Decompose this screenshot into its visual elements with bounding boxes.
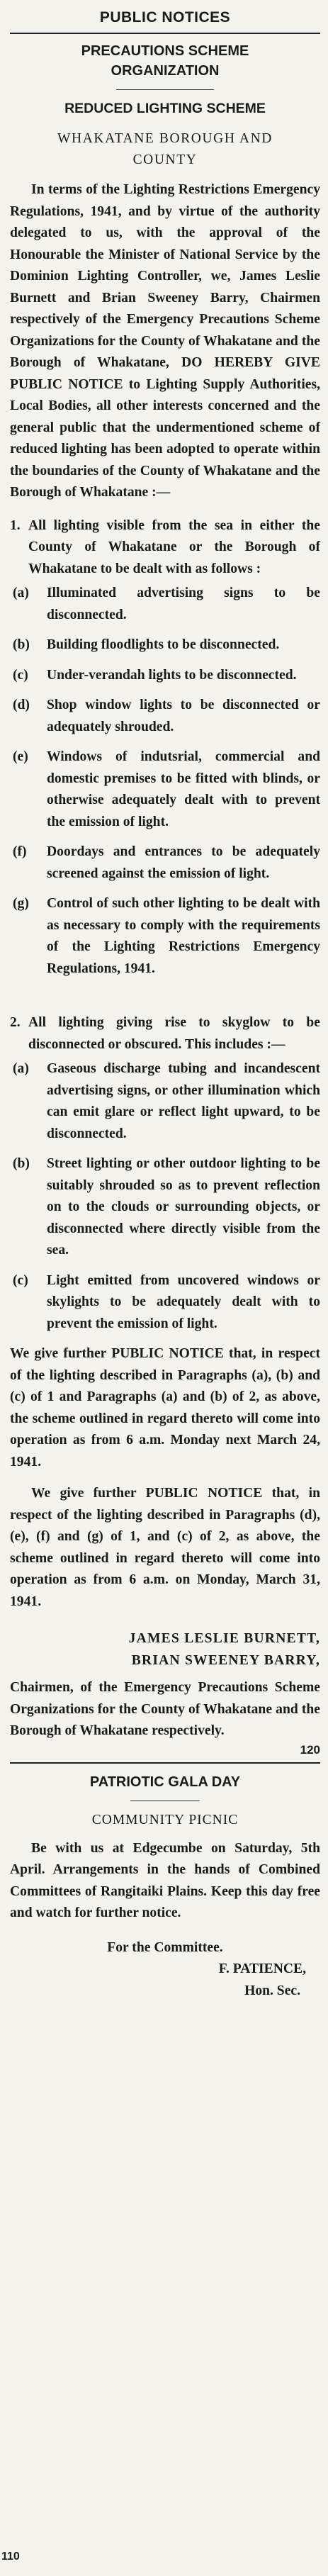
further-notice-1: We give further PUBLIC NOTICE that, in respect of the lighting described in Paragraphs (a), (b) and (c) of 1 and Paragraphs (a) and (b) of 2, as above, the scheme outlined in regard thereto will come into operation as from 6 a.m. Monday next March 24, 1941. xyxy=(10,1346,320,1469)
para1-item-b: (b) Building floodlights to be disconnected. xyxy=(13,637,280,652)
paragraph-2 xyxy=(10,1012,320,1055)
gala-subtitle: COMMUNITY PICNIC xyxy=(91,1812,239,1827)
gala-notice xyxy=(10,1772,320,2003)
para1-item-e: (e) Windows of indutsrial, commercial and domestic premises to be fitted with blinds, or otherwise adequately dealt with to prevent the emission of light. xyxy=(13,749,320,829)
paragraph-1 xyxy=(10,515,320,581)
signatory-2: BRIAN SWEENEY BARRY, xyxy=(131,1652,320,1668)
para1-item-g: (g) Control of such other lighting to be dealt with as necessary to comply with the requirements of the Lighting Restrictions Emergency Regulations, 1941. xyxy=(13,896,320,976)
page-number: 110 xyxy=(1,2550,20,2563)
signatories-title: Chairmen, of the Emergency Precautions Scheme Organizations for the County of Whakatane and the Borough of Whakatane respectively. xyxy=(10,1680,320,1738)
notice-title-line2: ORGANIZATION xyxy=(111,63,220,79)
para1-item-c: (c) Under-verandah lights to be disconnected. xyxy=(13,667,297,683)
paragraph-2-label: 2. xyxy=(10,1015,21,1030)
para2-item-b: (b) Street lighting or other outdoor lighting to be suitably shrouded so as to prevent reflection on to the clouds or surrounding objects, or disconnected where directly visible from the sea. xyxy=(13,1156,320,1258)
para1-item-f: (f) Doordays and entrances to be adequately screened against the emission of light. xyxy=(13,844,320,881)
section-header: PUBLIC NOTICES xyxy=(99,9,231,26)
gala-signatory: F. PATIENCE, xyxy=(218,1961,306,1976)
notices-column xyxy=(10,0,320,2002)
area-line1: WHAKATANE BOROUGH AND xyxy=(57,131,273,146)
gala-title: PATRIOTIC GALA DAY xyxy=(89,1774,241,1790)
notice-title-line1: PRECAUTIONS SCHEME xyxy=(81,43,249,59)
para1-item-d: (d) Shop window lights to be disconnected or adequately shrouded. xyxy=(13,698,320,734)
paragraph-1-text: All lighting visible from the sea in either the County of Whakatane or the Borough of Whakatane to be dealt with as follows : xyxy=(28,517,320,576)
further-notice-2: We give further PUBLIC NOTICE that, in respect of the lighting described in Paragraphs (d), (e), (f) and (g) of 1, and (c) of 2, as above, the scheme outlined in regard thereto will come into operation as from 6 a.m. on Monday, March 31, 1941. xyxy=(10,1486,320,1609)
gala-for-committee: For the Committee. xyxy=(107,1939,223,1955)
para1-item-a: (a) Illuminated advertising signs to be disconnected. xyxy=(13,586,320,622)
para2-item-a: (a) Gaseous discharge tubing and incandescent advertising signs, or other illumination which can emit glare or reflect light upward, to be disconnected. xyxy=(13,1061,320,1141)
notice-intro: In terms of the Lighting Restrictions Emergency Regulations, 1941, and by virtue of the authority delegated to us, with the approval of the Honourable the Minister of National Service by the Dominion Lighting Controller, we, James Leslie Burnett and Brian Sweeney Barry, Chairmen respectively of the Emergency Precautions Scheme Organizations for the County of Whakatane and the Borough of Whakatane, DO HEREBY GIVE PUBLIC NOTICE to Lighting Supply Authorities, Local Bodies, all other interests concerned and the general public that the undermentioned scheme of reduced lighting has been adopted to operate within the boundaries of the County of Whakatane and the Borough of Whakatane :— xyxy=(10,182,320,500)
signatory-1: JAMES LESLIE BURNETT, xyxy=(128,1631,320,1646)
gala-body: Be with us at Edgecumbe on Saturday, 5th April. Arrangements in the hands of Combined Committees of Rangitaiki Plains. Keep this day free and watch for further notice. xyxy=(10,1840,320,1920)
paragraph-1-label: 1. xyxy=(10,517,21,533)
paragraph-2-text: All lighting giving rise to skyglow to be disconnected or obscured. This includes :— xyxy=(28,1015,320,1052)
gala-signatory-title: Hon. Sec. xyxy=(244,1983,300,1998)
notice-ref-number: 120 xyxy=(300,1742,320,1757)
para2-item-c: (c) Light emitted from uncovered windows or skylights to be adequately dealt with to prevent the emission of light. xyxy=(13,1272,320,1331)
area-line2: COUNTY xyxy=(132,152,198,167)
lighting-notice xyxy=(10,41,320,1758)
notice-subtitle: REDUCED LIGHTING SCHEME xyxy=(64,101,266,116)
